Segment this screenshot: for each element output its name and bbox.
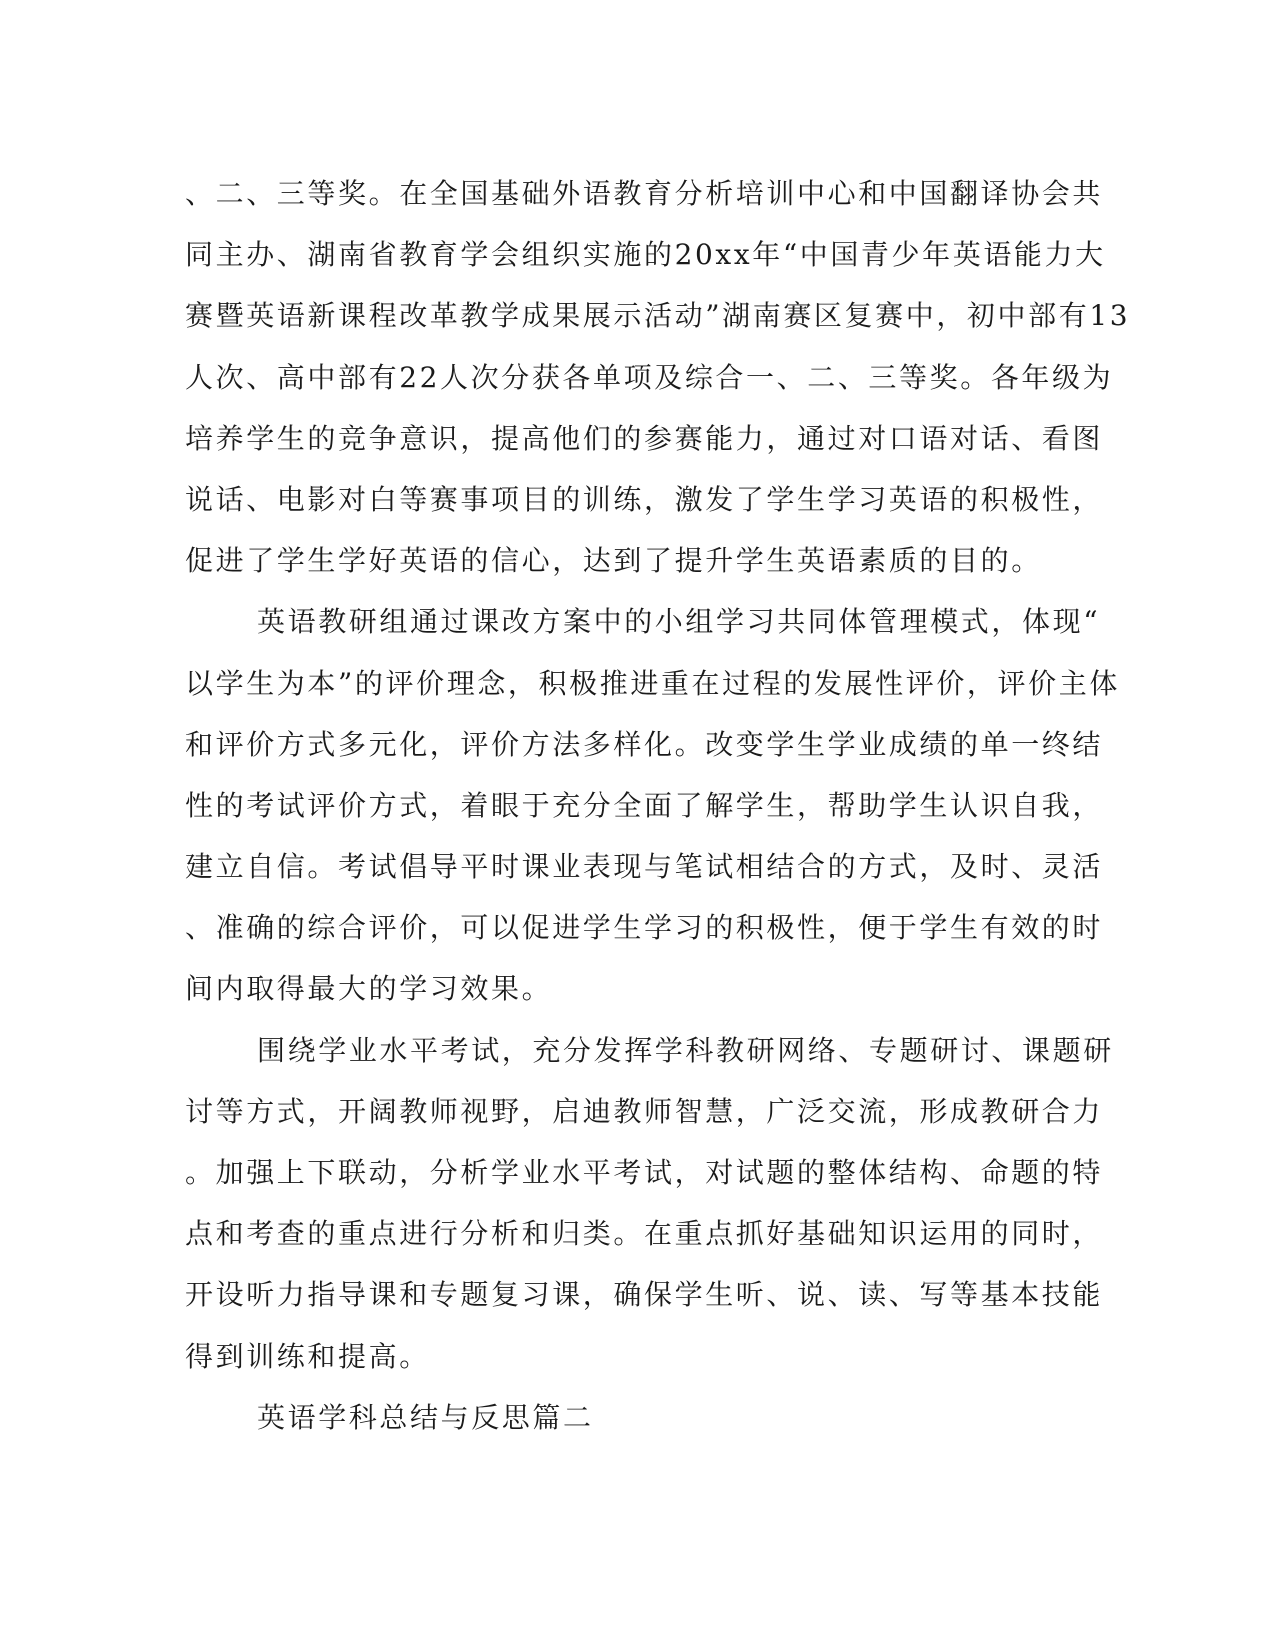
text-line: 、准确的综合评价，可以促进学生学习的积极性，便于学生有效的时 <box>185 911 1104 945</box>
text-line: 开设听力指导课和专题复习课，确保学生听、说、读、写等基本技能 <box>185 1278 1104 1312</box>
text-line: 以学生为本”的评价理念，积极推进重在过程的发展性评价，评价主体 <box>185 666 1120 700</box>
text-line: 和评价方式多元化，评价方法多样化。改变学生学业成绩的单一终结 <box>185 727 1104 761</box>
text-line: 点和考查的重点进行分析和归类。在重点抓好基础知识运用的同时， <box>185 1217 1104 1251</box>
text-line: 培养学生的竞争意识，提高他们的参赛能力，通过对口语对话、看图 <box>185 421 1104 455</box>
text-line: 得到训练和提高。 <box>185 1339 430 1373</box>
text-line: 赛暨英语新课程改革教学成果展示活动”湖南赛区复赛中，初中部有13 <box>185 299 1131 333</box>
text-line: 说话、电影对白等赛事项目的训练，激发了学生学习英语的积极性， <box>185 482 1104 516</box>
paragraph-start-line: 英语教研组通过课改方案中的小组学习共同体管理模式，体现“ <box>257 605 1101 639</box>
text-line: 间内取得最大的学习效果。 <box>185 972 553 1006</box>
text-line: 促进了学生学好英语的信心，达到了提升学生英语素质的目的。 <box>185 544 1042 578</box>
text-line: 人次、高中部有22人次分获各单项及综合一、二、三等奖。各年级为 <box>185 360 1114 394</box>
text-line: 讨等方式，开阔教师视野，启迪教师智慧，广泛交流，形成教研合力 <box>185 1094 1104 1128</box>
text-line: 建立自信。考试倡导平时课业表现与笔试相结合的方式，及时、灵活 <box>185 850 1104 884</box>
document-body <box>185 163 1131 1448</box>
text-line: 。加强上下联动，分析学业水平考试，对试题的整体结构、命题的特 <box>185 1156 1104 1189</box>
paragraph-start-line: 围绕学业水平考试，充分发挥学科教研网络、专题研讨、课题研 <box>257 1033 1114 1067</box>
text-line: 性的考试评价方式，着眼于充分全面了解学生，帮助学生认识自我， <box>185 788 1104 822</box>
text-line: 同主办、湖南省教育学会组织实施的20xx年“中国青少年英语能力大 <box>185 238 1106 272</box>
text-line: 、二、三等奖。在全国基础外语教育分析培训中心和中国翻译协会共 <box>185 177 1104 210</box>
section-heading: 英语学科总结与反思篇二 <box>257 1400 594 1434</box>
